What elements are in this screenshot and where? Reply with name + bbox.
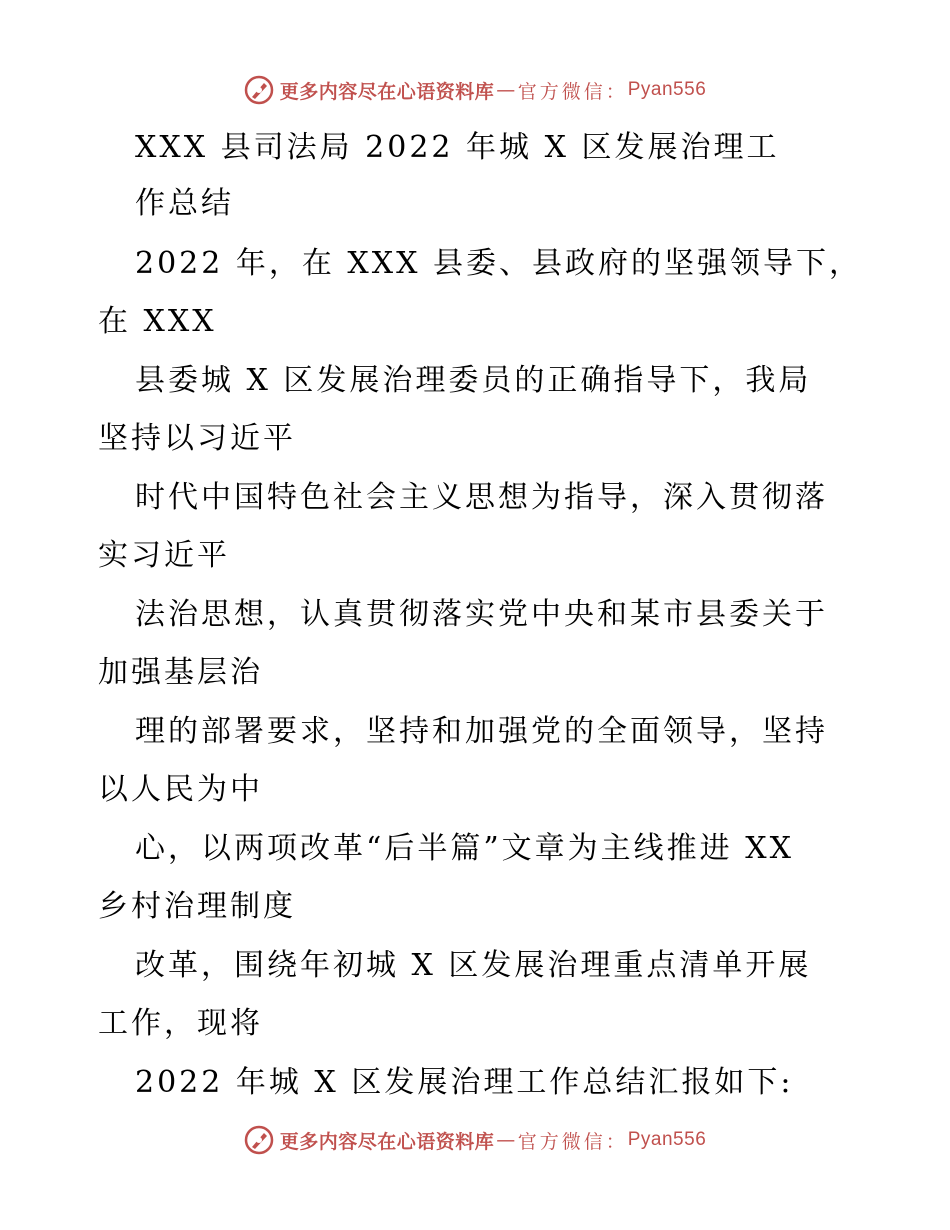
doc-line: 县委城 X 区发展治理委员的正确指导下，我局 — [135, 363, 812, 398]
doc-line: 2022 年，在 XXX 县委、县政府的坚强领导下， — [135, 246, 863, 281]
watermark-label: 官方微信： — [517, 1130, 628, 1153]
watermark-id: Pyan556 — [627, 79, 707, 100]
watermark-id: Pyan556 — [627, 1129, 707, 1150]
doc-line: 加强基层治 — [98, 655, 263, 690]
doc-line: 乡村治理制度 — [98, 889, 296, 924]
watermark-label: 官方微信： — [517, 80, 628, 103]
doc-line: 理的部署要求，坚持和加强党的全面领导，坚持 — [135, 714, 828, 749]
doc-line: 法治思想，认真贯彻落实党中央和某市县委关于 — [135, 597, 828, 632]
doc-line: 以人民为中 — [98, 772, 263, 807]
doc-line: 在 XXX — [98, 304, 217, 339]
watermark-text: 更多内容尽在心语资料库 — [279, 1130, 495, 1153]
watermark-text: 更多内容尽在心语资料库 — [279, 80, 495, 103]
watermark-footer — [0, 1122, 950, 1158]
watermark-header — [0, 72, 950, 108]
doc-line: 改革，围绕年初城 X 区发展治理重点清单开展 — [135, 948, 812, 983]
pen-logo-icon — [244, 75, 274, 105]
doc-line: 2022 年城 X 区发展治理工作总结汇报如下: — [135, 1065, 794, 1100]
doc-line: 时代中国特色社会主义思想为指导，深入贯彻落 — [135, 480, 828, 515]
doc-line: 实习近平 — [98, 538, 230, 573]
doc-line: XXX 县司法局 2022 年城 X 区发展治理工 — [135, 130, 780, 165]
doc-line: 工作，现将 — [98, 1006, 263, 1041]
doc-line: 心，以两项改革“后半篇”文章为主线推进 XX — [135, 831, 794, 866]
doc-line: 作总结 — [135, 186, 234, 221]
doc-line: 坚持以习近平 — [98, 421, 296, 456]
pen-logo-icon — [244, 1125, 274, 1155]
watermark-separator: — — [496, 1129, 516, 1151]
watermark-separator: — — [496, 79, 516, 101]
